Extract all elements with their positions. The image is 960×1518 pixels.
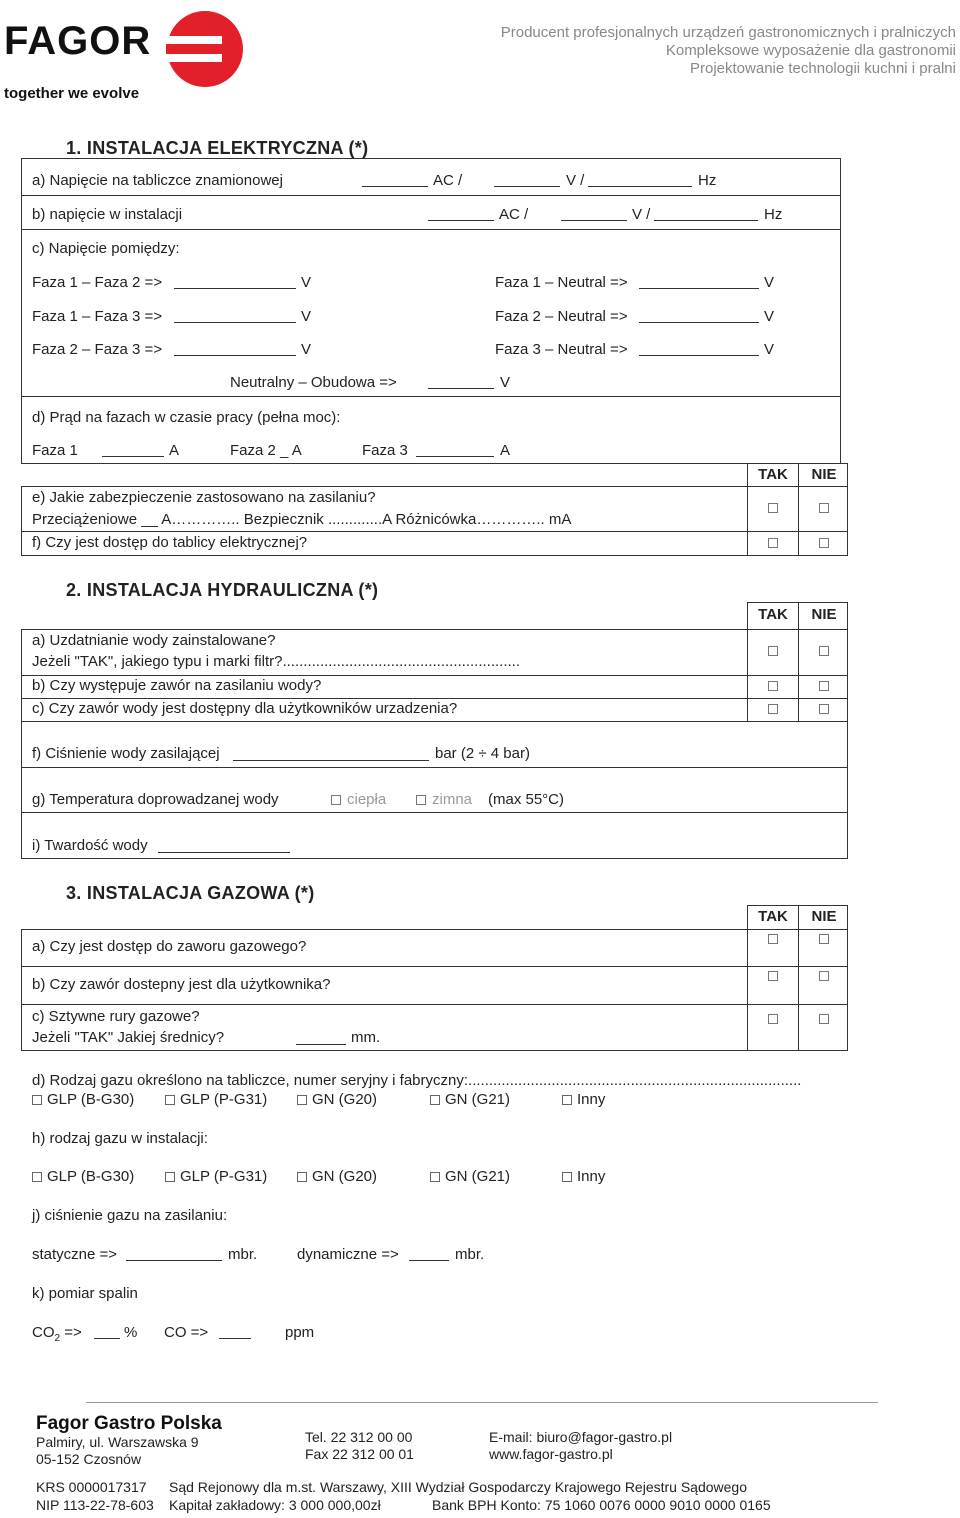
dynamic-pressure-field[interactable] — [409, 1260, 449, 1261]
checkbox-icon — [562, 1095, 572, 1105]
installation-voltage-hz-field[interactable] — [654, 220, 758, 221]
rigid-pipes-label: c) Sztywne rury gazowe? — [32, 1008, 200, 1025]
checkbox-icon — [430, 1172, 440, 1182]
rigid-pipes-nie-checkbox[interactable] — [819, 1014, 829, 1024]
current-phase3-field[interactable] — [416, 456, 494, 457]
gas-type-installation-label: h) rodzaj gazu w instalacji: — [32, 1130, 208, 1147]
checkbox-icon — [32, 1095, 42, 1105]
co-field[interactable] — [219, 1338, 251, 1339]
water-treatment-nie-checkbox[interactable] — [819, 646, 829, 656]
checkbox-icon — [297, 1095, 307, 1105]
ac-label: AC / — [499, 206, 529, 223]
gas-option-label: GLP (P-G31) — [180, 1168, 268, 1185]
co2-subscript: 2 — [54, 1333, 61, 1344]
voltage-between-label: c) Napięcie pomiędzy: — [32, 240, 180, 257]
co2-text: CO — [32, 1324, 55, 1341]
checkbox-icon — [297, 1172, 307, 1182]
ampere-unit: A — [169, 442, 180, 459]
gas-valve-access-tak-checkbox[interactable] — [768, 934, 778, 944]
brand-tagline: together we evolve — [4, 85, 140, 102]
gas-option[interactable] — [165, 1091, 267, 1109]
static-pressure-label: statyczne => — [32, 1246, 118, 1263]
checkbox-icon — [562, 1172, 572, 1182]
rated-voltage-v-field[interactable] — [494, 186, 560, 187]
installation-voltage-v-field[interactable] — [561, 220, 627, 221]
phase12-field[interactable] — [174, 288, 296, 289]
gas-pressure-label: j) ciśnienie gazu na zasilaniu: — [32, 1207, 228, 1224]
header-line-2: Kompleksowe wyposażenie dla gastronomii — [665, 42, 956, 59]
rigid-pipes-tak-checkbox[interactable] — [768, 1014, 778, 1024]
flue-gas-label: k) pomiar spalin — [32, 1285, 138, 1302]
gas-option[interactable] — [562, 1091, 605, 1109]
hz-label: Hz — [764, 206, 783, 223]
v-unit: V — [500, 374, 511, 391]
installation-voltage-ac-field[interactable] — [428, 220, 494, 221]
phase13-label: Faza 1 – Faza 3 => — [32, 308, 163, 325]
gas-option[interactable] — [165, 1168, 267, 1186]
rated-voltage-hz-field[interactable] — [588, 186, 692, 187]
panel-access-label: f) Czy jest dostęp do tablicy elektrycznej? — [32, 534, 308, 551]
protection-details: Przeciążeniowe __ A………….. Bezpiecznik .............A Różnicówka………….. mA — [32, 511, 572, 528]
footer-bank: Bank BPH Konto: 75 1060 0076 0000 9010 0000 0165 — [432, 1497, 771, 1513]
water-cold-label: zimna — [432, 791, 473, 808]
v-unit: V — [301, 308, 312, 325]
footer-company: Fagor Gastro Polska — [36, 1413, 222, 1434]
v-sep-label: V / — [566, 172, 585, 189]
current-phase1-label: Faza 1 — [32, 442, 78, 459]
co-label: CO => — [164, 1324, 209, 1341]
water-hardness-label: i) Twardość wody — [32, 837, 148, 854]
valve-access-tak-checkbox[interactable] — [768, 704, 778, 714]
gas-option[interactable] — [32, 1091, 134, 1109]
v-unit: V — [764, 308, 775, 325]
phase1-neutral-label: Faza 1 – Neutral => — [495, 274, 628, 291]
nie-header: NIE — [811, 908, 837, 925]
gas-option-label: GN (G21) — [445, 1168, 511, 1185]
current-phase3-label: Faza 3 — [362, 442, 408, 459]
footer-email[interactable]: E-mail: biuro@fagor-gastro.pl — [489, 1429, 673, 1445]
footer-krs: KRS 0000017317 — [36, 1479, 147, 1495]
percent-unit: % — [124, 1324, 138, 1341]
mm-unit: mm. — [351, 1029, 381, 1046]
fagor-logo-icon — [166, 10, 244, 88]
water-hot-label: ciepła — [347, 791, 387, 808]
v-sep-label: V / — [632, 206, 651, 223]
section-2-title: 2. INSTALACJA HYDRAULICZNA (*) — [66, 580, 379, 600]
checkbox-icon — [430, 1095, 440, 1105]
ppm-unit: ppm — [285, 1324, 315, 1341]
water-hardness-field[interactable] — [158, 852, 290, 853]
gas-option[interactable] — [297, 1091, 377, 1109]
gas-option[interactable] — [430, 1091, 510, 1109]
gas-option-label: GN (G20) — [312, 1168, 378, 1185]
tak-header: TAK — [758, 466, 788, 483]
v-unit: V — [301, 274, 312, 291]
ampere-unit: A — [500, 442, 511, 459]
mbr-unit: mbr. — [455, 1246, 485, 1263]
checkbox-icon — [32, 1172, 42, 1182]
phase3-neutral-label: Faza 3 – Neutral => — [495, 341, 628, 358]
footer-capital: Kapitał zakładowy: 3 000 000,00zł — [169, 1497, 381, 1513]
pipe-diameter-label: Jeżeli "TAK" Jakiej średnicy? — [32, 1029, 225, 1046]
phase23-label: Faza 2 – Faza 3 => — [32, 341, 163, 358]
phase12-label: Faza 1 – Faza 2 => — [32, 274, 163, 291]
gas-option[interactable] — [32, 1168, 134, 1186]
phase1-neutral-field[interactable] — [639, 288, 759, 289]
phase2-neutral-field[interactable] — [639, 322, 759, 323]
footer-address-1: Palmiry, ul. Warszawska 9 — [36, 1434, 199, 1450]
water-max-temp: (max 55°C) — [488, 791, 565, 808]
water-valve-tak-checkbox[interactable] — [768, 681, 778, 691]
gas-option-label: Inny — [577, 1091, 606, 1108]
neutral-housing-field[interactable] — [428, 388, 494, 389]
water-pressure-label: f) Ciśnienie wody zasilającej — [32, 745, 220, 762]
v-unit: V — [764, 274, 775, 291]
footer-tel: Tel. 22 312 00 00 — [305, 1429, 413, 1445]
installation-voltage-label: b) napięcie w instalacji — [32, 206, 183, 223]
water-filter-question: Jeżeli "TAK", jakiego typu i marki filtr?......................................................... — [32, 653, 520, 670]
hz-label: Hz — [698, 172, 717, 189]
section-1-title: 1. INSTALACJA ELEKTRYCZNA (*) — [66, 138, 369, 158]
nie-header: NIE — [811, 466, 837, 483]
checkbox-icon — [165, 1095, 175, 1105]
gas-option-label: Inny — [577, 1168, 606, 1185]
gas-installation-options — [32, 1168, 832, 1188]
gas-option[interactable] — [430, 1168, 510, 1186]
water-treatment-label: a) Uzdatnianie wody zainstalowane? — [32, 632, 276, 649]
gas-option-label: GLP (B-G30) — [47, 1168, 135, 1185]
valve-access-label: c) Czy zawór wody jest dostępny dla użytkowników urzadzenia? — [32, 700, 458, 717]
gas-option-label: GN (G21) — [445, 1091, 511, 1108]
v-unit: V — [764, 341, 775, 358]
water-pressure-field[interactable] — [233, 760, 429, 761]
tak-header: TAK — [758, 908, 788, 925]
footer-court: Sąd Rejonowy dla m.st. Warszawy, XIII Wydział Gospodarczy Krajowego Rejestru Sądowego — [169, 1479, 748, 1495]
footer-fax: Fax 22 312 00 01 — [305, 1446, 414, 1462]
gas-option[interactable] — [297, 1168, 377, 1186]
valve-access-nie-checkbox[interactable] — [819, 704, 829, 714]
checkbox-icon — [165, 1172, 175, 1182]
co2-field[interactable] — [94, 1338, 120, 1339]
gas-plate-options — [32, 1091, 832, 1111]
tak-header: TAK — [758, 606, 788, 623]
water-valve-nie-checkbox[interactable] — [819, 681, 829, 691]
water-pressure-unit: bar (2 ÷ 4 bar) — [435, 745, 530, 762]
water-treatment-tak-checkbox[interactable] — [768, 646, 778, 656]
water-hot-checkbox[interactable] — [331, 795, 341, 805]
footer-divider — [86, 1402, 878, 1403]
mbr-unit: mbr. — [228, 1246, 258, 1263]
phase-current-label: d) Prąd na fazach w czasie pracy (pełna moc): — [32, 409, 341, 426]
gas-type-plate-label: d) Rodzaj gazu określono na tabliczce, numer seryjny i fabryczny:................................................................................ — [32, 1072, 802, 1089]
protection-label: e) Jakie zabezpieczenie zastosowano na zasilaniu? — [32, 489, 376, 506]
brand-logo-text: FAGOR — [4, 19, 152, 63]
gas-option-label: GN (G20) — [312, 1091, 378, 1108]
section-3-title: 3. INSTALACJA GAZOWA (*) — [66, 883, 315, 903]
gas-valve-access-label: a) Czy jest dostęp do zaworu gazowego? — [32, 938, 307, 955]
rated-voltage-ac-field[interactable] — [362, 186, 428, 187]
dynamic-pressure-label: dynamiczne => — [297, 1246, 399, 1263]
current-phase1-field[interactable] — [102, 456, 164, 457]
water-valve-label: b) Czy występuje zawór na zasilaniu wody? — [32, 677, 322, 694]
nie-header: NIE — [811, 606, 837, 623]
protection-tak-checkbox[interactable] — [768, 503, 778, 513]
water-cold-checkbox[interactable] — [416, 795, 426, 805]
rated-voltage-label: a) Napięcie na tabliczce znamionowej — [32, 172, 283, 189]
phase2-neutral-label: Faza 2 – Neutral => — [495, 308, 628, 325]
footer-address-2: 05-152 Czosnów — [36, 1451, 142, 1467]
gas-valve-user-nie-checkbox[interactable] — [819, 971, 829, 981]
gas-valve-access-nie-checkbox[interactable] — [819, 934, 829, 944]
protection-nie-checkbox[interactable] — [819, 503, 829, 513]
neutral-housing-label: Neutralny – Obudowa => — [230, 374, 397, 391]
footer-nip: NIP 113-22-78-603 — [36, 1497, 154, 1513]
gas-option[interactable] — [562, 1168, 605, 1186]
header-line-3: Projektowanie technologii kuchni i pralni — [690, 60, 956, 77]
gas-option-label: GLP (P-G31) — [180, 1091, 268, 1108]
gas-option-label: GLP (B-G30) — [47, 1091, 135, 1108]
header-line-1: Producent profesjonalnych urządzeń gastronomicznych i pralniczych — [500, 24, 956, 41]
co2-label — [32, 1324, 82, 1348]
footer-website[interactable]: www.fagor-gastro.pl — [489, 1446, 613, 1462]
gas-valve-user-tak-checkbox[interactable] — [768, 971, 778, 981]
v-unit: V — [301, 341, 312, 358]
ac-label: AC / — [433, 172, 463, 189]
panel-access-tak-checkbox[interactable] — [768, 538, 778, 548]
phase13-field[interactable] — [174, 322, 296, 323]
static-pressure-field[interactable] — [126, 1260, 222, 1261]
pipe-diameter-field[interactable] — [296, 1044, 346, 1045]
phase3-neutral-field[interactable] — [639, 355, 759, 356]
co2-arrow: => — [64, 1324, 82, 1341]
gas-valve-user-label: b) Czy zawór dostepny jest dla użytkownika? — [32, 976, 331, 993]
water-temperature-label: g) Temperatura doprowadzanej wody — [32, 791, 279, 808]
panel-access-nie-checkbox[interactable] — [819, 538, 829, 548]
phase23-field[interactable] — [174, 355, 296, 356]
current-phase2-label: Faza 2 _ A — [230, 442, 302, 459]
